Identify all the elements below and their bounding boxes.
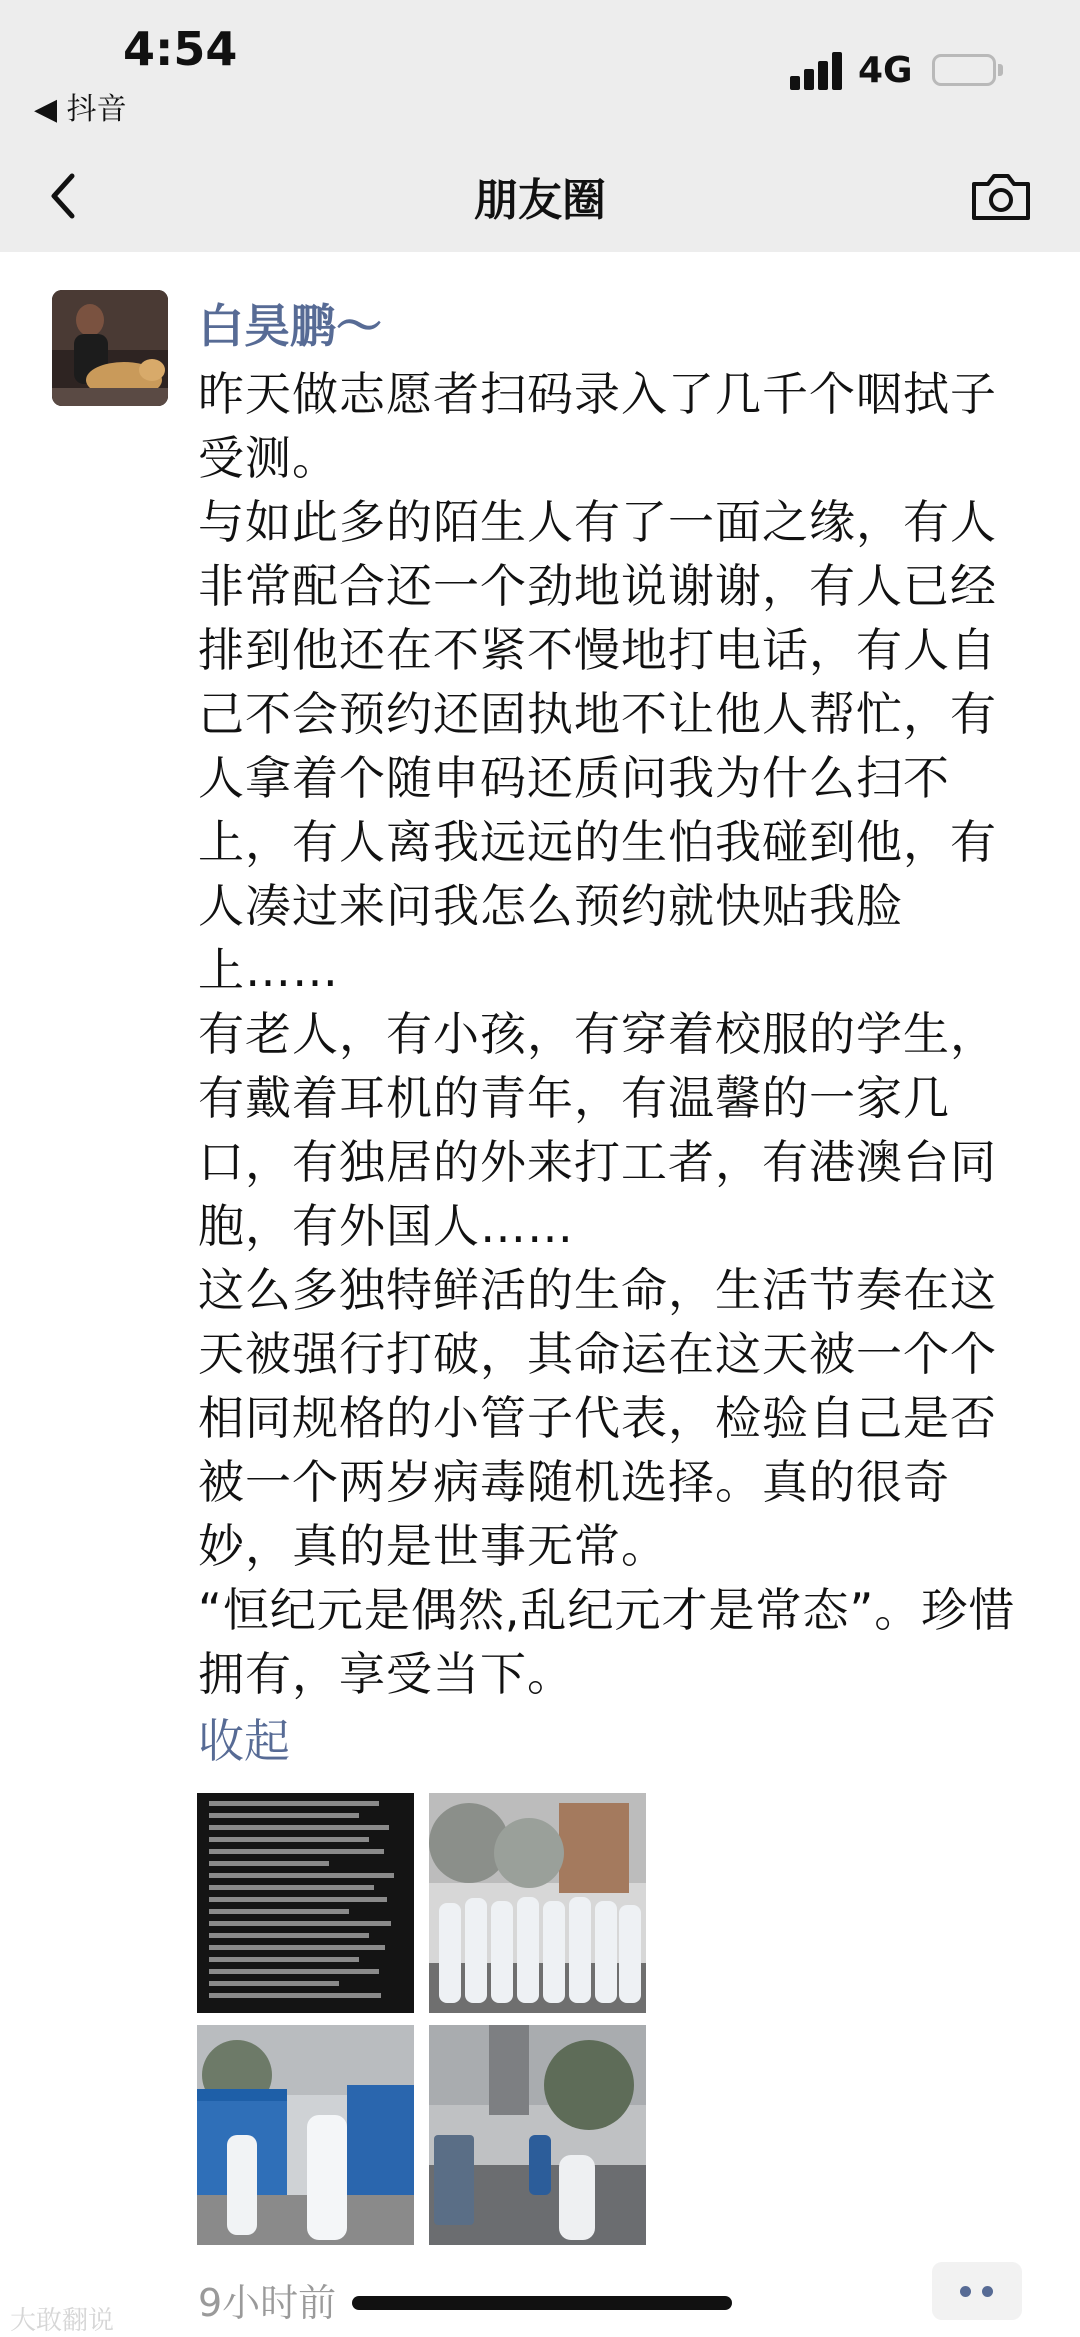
camera-icon [968,168,1034,224]
page-title: 朋友圈 [474,175,606,226]
status-bar [0,0,1080,140]
home-indicator[interactable] [352,2296,732,2310]
nav-bar [0,140,1080,252]
photo-volunteers-group [429,1793,646,2013]
post-paragraph: 有老人，有小孩，有穿着校服的学生，有戴着耳机的青年，有温馨的一家几口，有独居的外来打工者，有港澳台同胞，有外国人…… [198,1007,997,1253]
avatar-image [52,290,168,406]
status-time: 4:54 [123,22,238,76]
post-paragraph: 与如此多的陌生人有了一面之缘，有人非常配合还一个劲地说谢谢，有人已经排到他还在不紧不慢地打电话，有人自己不会预约还固执地不让他人帮忙，有人拿着个随申码还质问我为什么扫不上，有人离我远远的生怕我碰到他，有人凑过来问我怎么预约就快贴我脸上…… [198,495,997,997]
post-photo-screenshot[interactable] [197,1793,414,2013]
back-to-app-link[interactable]: ◀ 抖音 [34,92,127,127]
network-type: 4G [858,50,913,91]
camera-button[interactable] [968,168,1034,224]
more-actions-button[interactable] [932,2262,1022,2320]
collapse-link[interactable]: 收起 [198,1714,290,1768]
post-photo-tent[interactable] [197,2025,414,2245]
post-paragraph: “恒纪元是偶然,乱纪元才是常态”。珍惜拥有，享受当下。 [198,1583,1016,1701]
post-photo-site[interactable] [429,2025,646,2245]
post-paragraph: 这么多独特鲜活的生命，生活节奏在这天被强行打破，其命运在这天被一个个相同规格的小管子代表，检验自己是否被一个两岁病毒随机选择。真的很奇妙，真的是世事无常。 [198,1263,997,1573]
battery-icon [932,54,996,86]
signal-icon [790,52,846,90]
photo-testing-tent [197,2025,414,2245]
more-dot-icon [960,2286,971,2297]
post-author-name[interactable]: 白昊鹏～ [198,299,382,353]
watermark: 大敢翻说 [10,2306,115,2336]
post-paragraph: 昨天做志愿者扫码录入了几千个咽拭子受测。 [198,367,997,485]
avatar[interactable] [52,290,168,406]
post-timestamp: 9小时前 [198,2281,337,2325]
battery-cap [998,64,1003,76]
photo-testing-site [429,2025,646,2245]
post-photo-group[interactable] [429,1793,646,2013]
more-dot-icon [982,2286,993,2297]
photo-text-screenshot [197,1793,414,2013]
post-text [198,362,1028,1706]
